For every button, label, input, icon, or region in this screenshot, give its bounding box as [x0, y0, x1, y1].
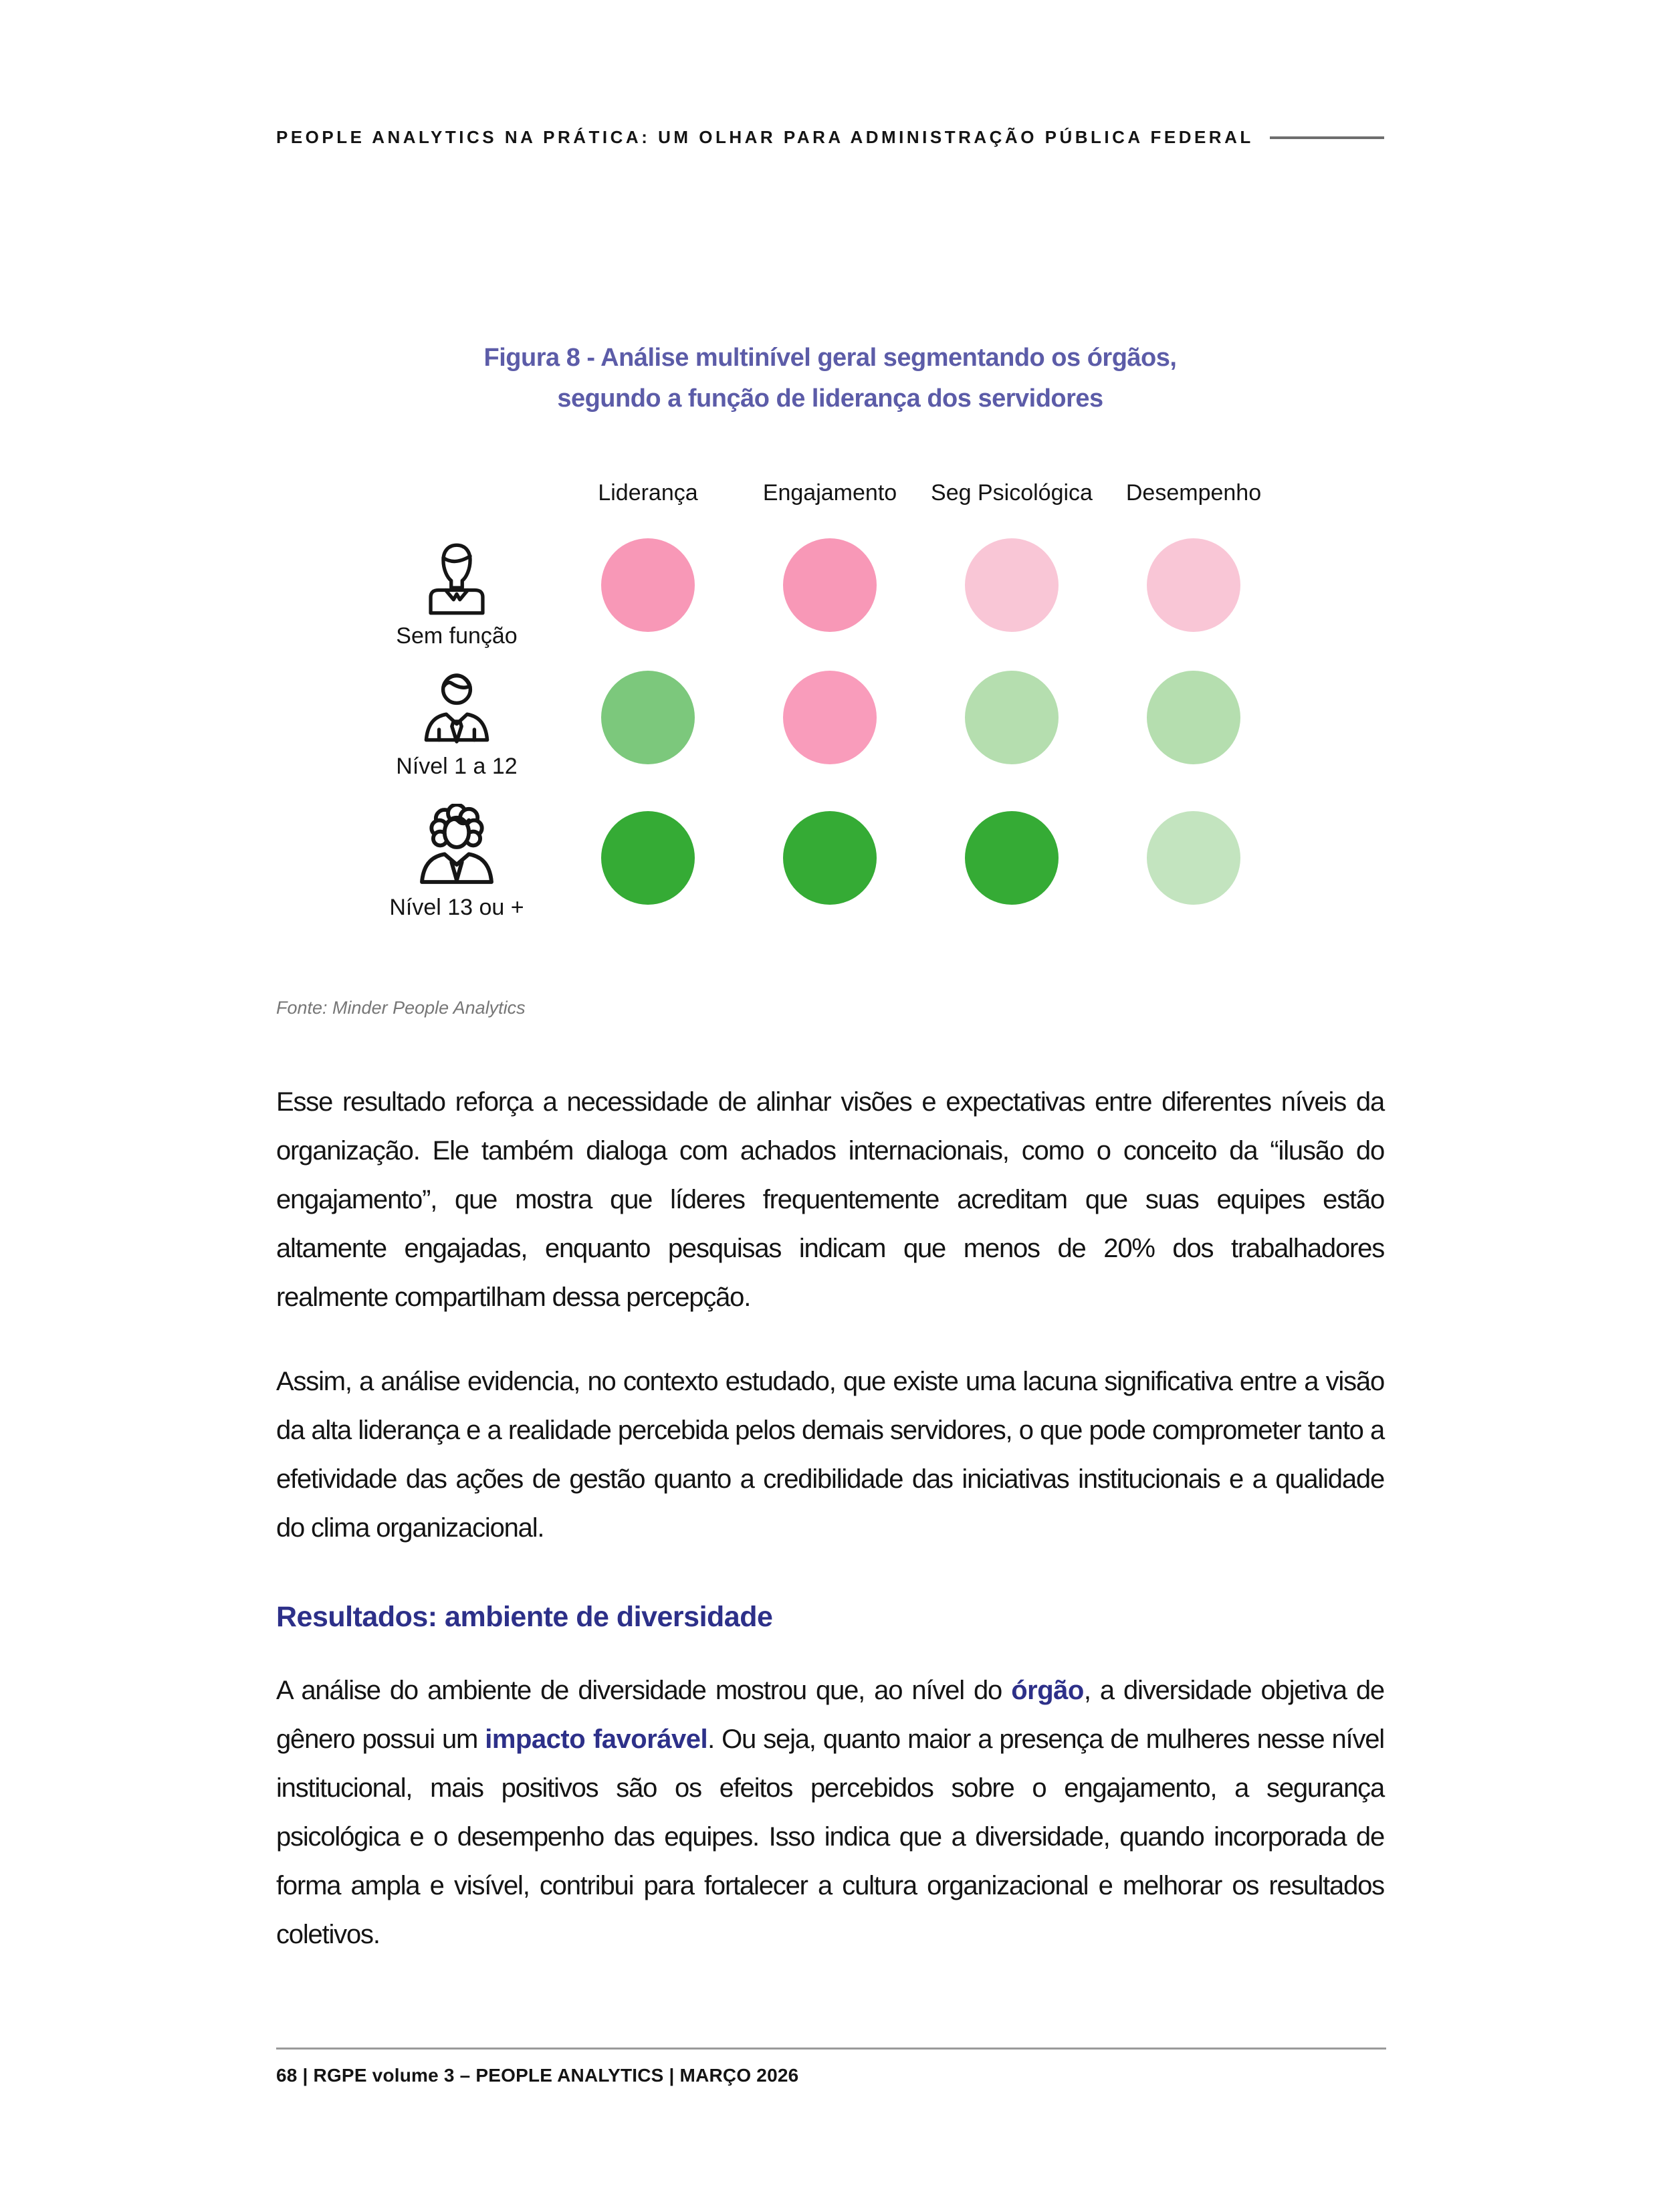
column-header-seg-psicologica: Seg Psicológica [931, 480, 1093, 506]
running-header-rule [1270, 136, 1384, 139]
column-header-engajamento: Engajamento [762, 480, 897, 506]
footer-page-info: 68 | RGPE volume 3 – PEOPLE ANALYTICS | MARÇO 2026 [276, 2065, 799, 2086]
section-heading-diversidade: Resultados: ambiente de diversidade [276, 1600, 773, 1633]
paragraph-1: Esse resultado reforça a necessidade de alinhar visões e expectativas entre diferentes níveis da organização. Ele também dialoga com achados internacionais, como o conceito da “ilusão do engajamento”, que mostra que líderes frequentemente acreditam que suas equipes estão altamente engajadas, enquanto pesquisas indicam que menos de 20% dos trabalhadores realmente compartilham dessa percepção. [276, 1087, 1384, 1312]
person-tie-icon [416, 669, 497, 750]
paragraph-3: A análise do ambiente de diversidade mostrou que, ao nível do órgão, a diversidade objetiva de gênero possui um impacto favorável. Ou seja, quanto maior a presença de mulheres nesse nível institucional, mais positivos são os efeitos percebidos sobre o engajamento, a segurança psicológica e o desempenho das equipes. Isso indica que a diversidade, quando incorporada de forma ampla e visível, contribui para fortalecer a cultura organizacional e melhorar os resultados coletivos. [276, 1676, 1384, 1949]
matrix-cell [739, 652, 921, 782]
person-curly-hair-icon [412, 804, 502, 891]
matrix-cell [1103, 518, 1285, 652]
matrix-cell [1103, 652, 1285, 782]
figure-title-line1: Figura 8 - Análise multinível geral segmentando os órgãos, [483, 344, 1177, 372]
row-label-nivel-13-mais: Nível 13 ou + [389, 895, 524, 920]
matrix-dot [783, 811, 877, 905]
matrix-dot [1147, 811, 1240, 905]
matrix-dot [965, 811, 1059, 905]
matrix-cell [921, 782, 1103, 933]
running-header [276, 127, 1384, 148]
matrix-dot [965, 671, 1059, 764]
figure-title-line2: segundo a função de liderança dos servidores [557, 384, 1103, 413]
matrix-dot [783, 538, 877, 632]
matrix-cell [557, 782, 739, 933]
column-header-desempenho: Desempenho [1125, 480, 1262, 506]
matrix-dot [965, 538, 1059, 632]
matrix-dot [1147, 671, 1240, 764]
figure-title [276, 338, 1384, 419]
matrix-dot [1147, 538, 1240, 632]
row-label-sem-funcao: Sem função [396, 623, 518, 649]
matrix-dot [601, 671, 695, 764]
matrix-cell [921, 518, 1103, 652]
person-no-role-icon [417, 539, 496, 619]
matrix-cell [739, 782, 921, 933]
row-header-sem-funcao [276, 518, 557, 652]
matrix-cell [557, 652, 739, 782]
paragraph-2: Assim, a análise evidencia, no contexto estudado, que existe uma lacuna significativa entre a visão da alta liderança e a realidade percebida pelos demais servidores, o que pode comprometer tanto a efetividade das ações de gestão quanto a credibilidade das iniciativas institucionais e a qualidade do clima organizacional. [276, 1367, 1384, 1543]
column-header-lideranca: Liderança [598, 480, 698, 506]
matrix-corner-cell [276, 468, 557, 518]
matrix-dot [783, 671, 877, 764]
footer-rule [276, 2048, 1386, 2050]
row-header-nivel-13-mais [276, 782, 557, 933]
running-header-title: PEOPLE ANALYTICS NA PRÁTICA: UM OLHAR PARA ADMINISTRAÇÃO PÚBLICA FEDERAL [276, 127, 1254, 147]
row-label-nivel-1-12: Nível 1 a 12 [396, 754, 518, 779]
matrix-dot [601, 538, 695, 632]
matrix-cell [739, 518, 921, 652]
multilevel-matrix-chart [276, 468, 1285, 933]
figure-source: Fonte: Minder People Analytics [276, 998, 526, 1018]
matrix-cell [557, 518, 739, 652]
matrix-cell [1103, 782, 1285, 933]
matrix-dot [601, 811, 695, 905]
matrix-cell [921, 652, 1103, 782]
row-header-nivel-1-12 [276, 652, 557, 782]
